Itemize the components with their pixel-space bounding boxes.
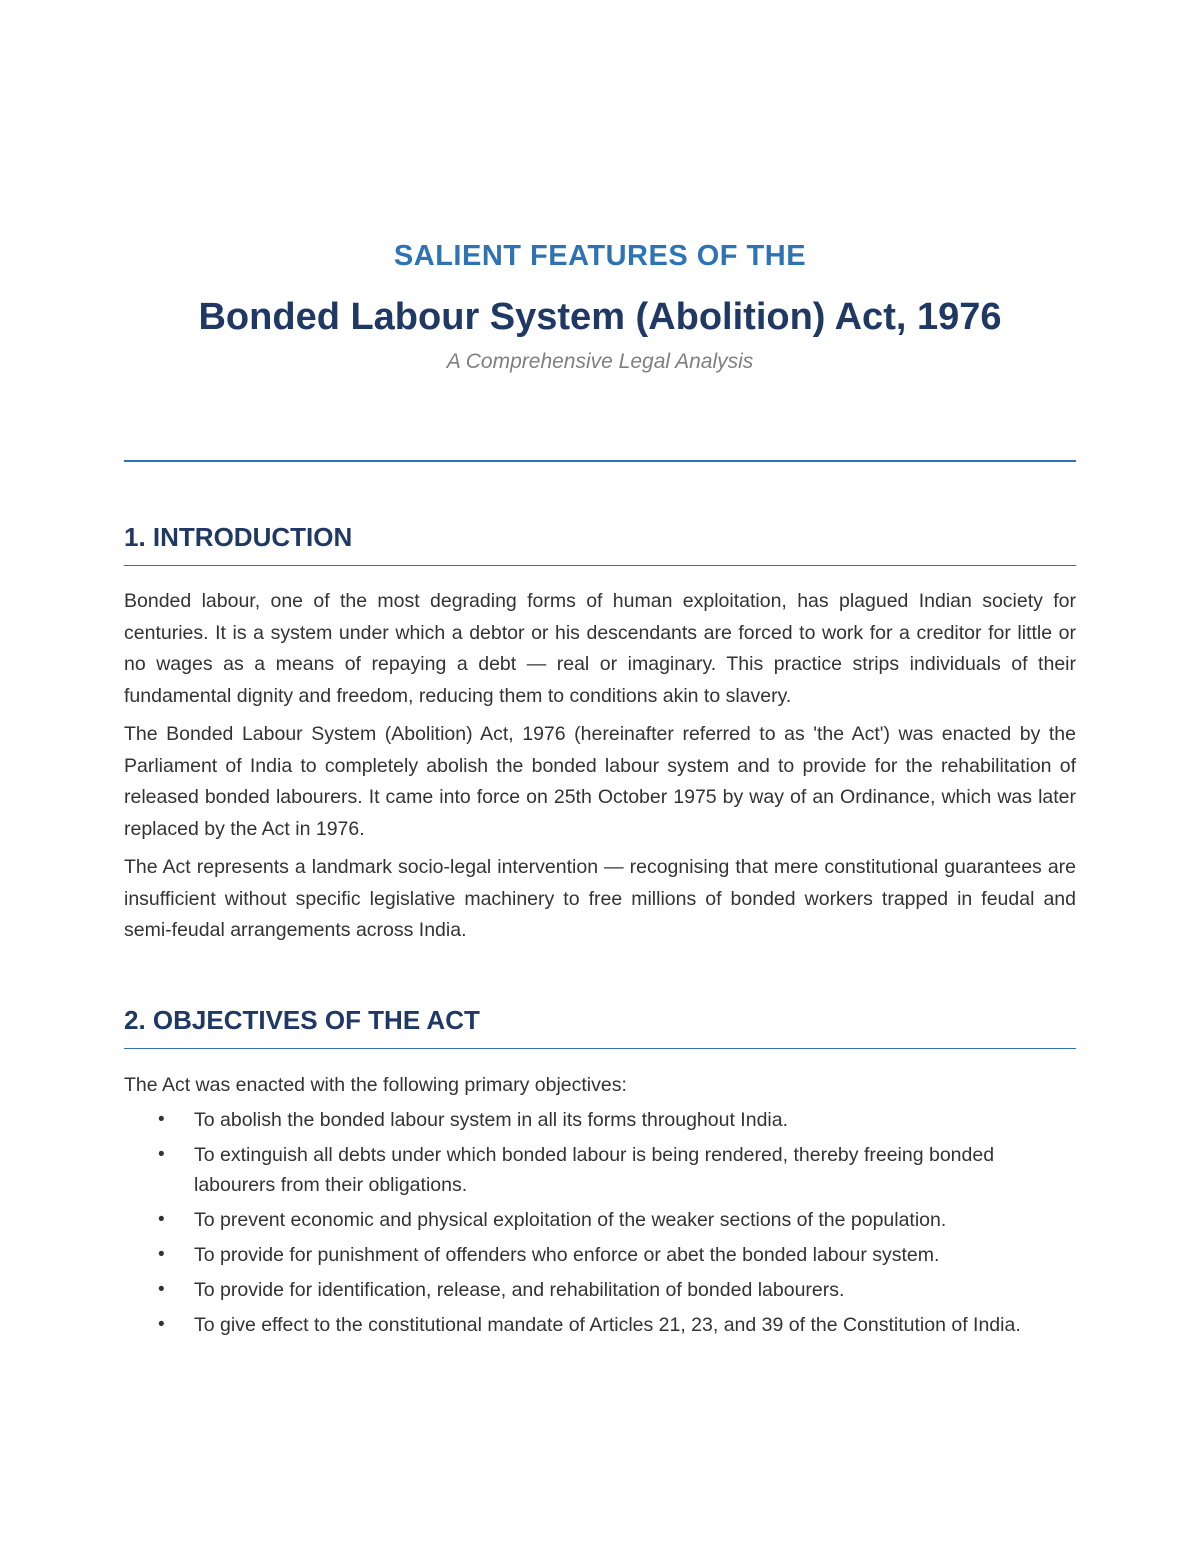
document-subtitle: A Comprehensive Legal Analysis <box>446 350 754 373</box>
section-body <box>124 586 1076 947</box>
title-divider <box>124 460 1076 462</box>
list-item-text: To provide for identification, release, and rehabilitation of bonded labourers. <box>194 1278 845 1301</box>
section-body <box>124 1070 1076 1340</box>
list-item <box>124 1140 1064 1200</box>
list-item <box>124 1205 1064 1235</box>
list-item-text: To provide for punishment of offenders who enforce or abet the bonded labour system. <box>194 1243 940 1266</box>
bullet-icon: • <box>158 1143 165 1165</box>
section-heading: 2. OBJECTIVES OF THE ACT <box>124 1005 1076 1049</box>
section-objectives <box>124 1005 1076 1345</box>
section-introduction <box>124 522 1076 954</box>
paragraph: The Act represents a landmark socio-legal intervention — recognising that mere constitutional guarantees are insufficient without specific legislative machinery to free millions of bonded workers trapped in feudal and semi-feudal arrangements across India. <box>124 856 1076 941</box>
paragraph: The Bonded Labour System (Abolition) Act, 1976 (hereinafter referred to as 'the Act') was enacted by the Parliament of India to completely abolish the bonded labour system and to provide for the rehabilitation of released bonded labourers. It came into force on 25th October 1975 by way of an Ordinance, which was later replaced by the Act in 1976. <box>124 723 1076 840</box>
bullet-icon: • <box>158 1278 165 1300</box>
paragraph: Bonded labour, one of the most degrading forms of human exploitation, has plagued Indian society for centuries. It is a system under which a debtor or his descendants are forced to work for a creditor for little or no wages as a means of repaying a debt — real or imaginary. This practice strips individuals of their fundamental dignity and freedom, reducing them to conditions akin to slavery. <box>124 590 1076 707</box>
list-item-text: To abolish the bonded labour system in all its forms throughout India. <box>194 1108 789 1131</box>
list-item-text: To extinguish all debts under which bonded labour is being rendered, thereby freeing bonded labourers from their obligations. <box>194 1143 995 1196</box>
bullet-icon: • <box>158 1108 165 1130</box>
bullet-icon: • <box>158 1208 165 1230</box>
title-kicker: SALIENT FEATURES OF THE <box>393 240 807 272</box>
bullet-icon: • <box>158 1243 165 1265</box>
document-title: Bonded Labour System (Abolition) Act, 1976 <box>198 296 1002 338</box>
list-item <box>124 1105 1064 1135</box>
list-item <box>124 1310 1064 1340</box>
list-item-text: To give effect to the constitutional mandate of Articles 21, 23, and 39 of the Constitution of India. <box>194 1313 1021 1336</box>
section-heading: 1. INTRODUCTION <box>124 522 1076 566</box>
objectives-lead: The Act was enacted with the following primary objectives: <box>124 1074 627 1096</box>
list-item-text: To prevent economic and physical exploitation of the weaker sections of the population. <box>194 1208 947 1231</box>
list-item <box>124 1275 1064 1305</box>
bullet-icon: • <box>158 1313 165 1335</box>
objectives-list <box>124 1105 1076 1340</box>
list-item <box>124 1240 1064 1270</box>
